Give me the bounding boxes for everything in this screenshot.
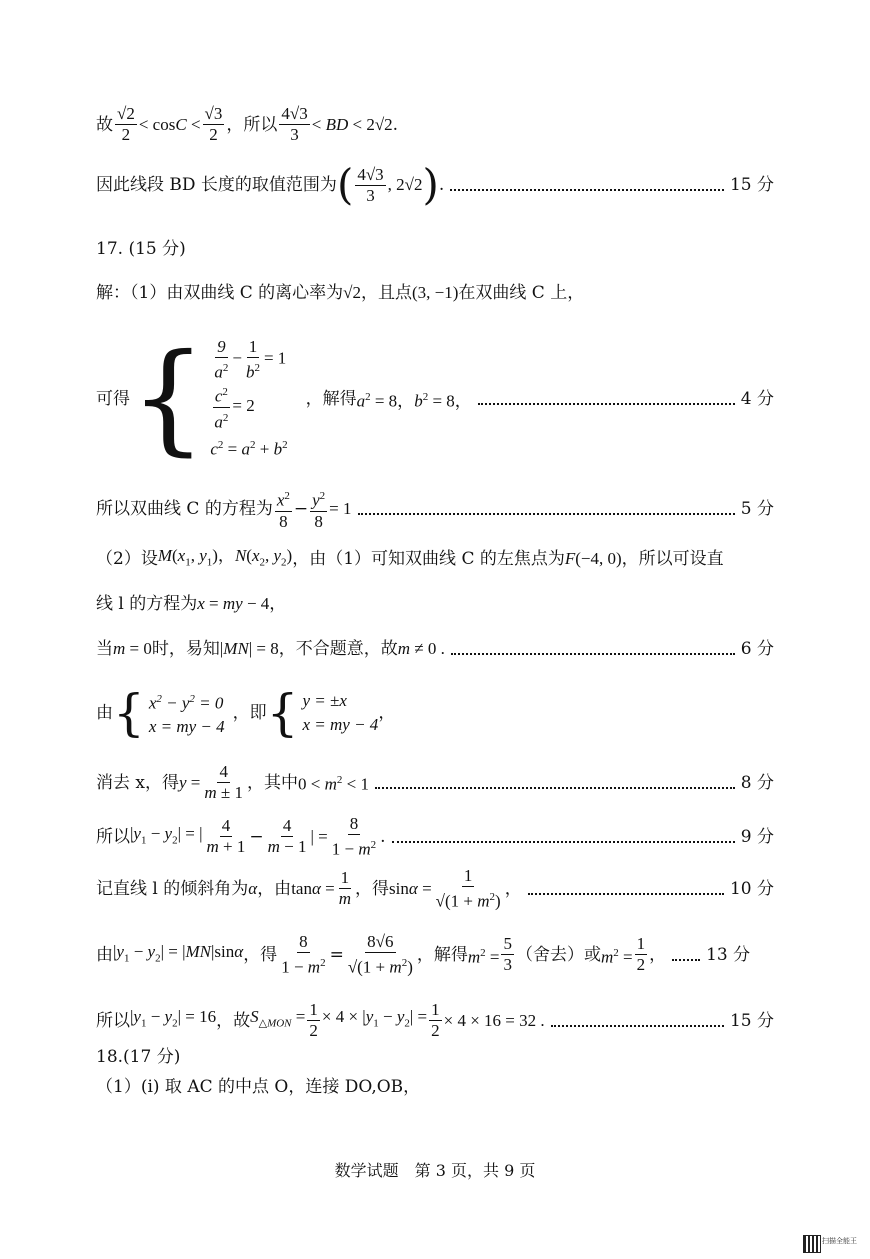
page-footer: 数学试题 第 3 页，共 9 页 xyxy=(334,1161,536,1180)
text-gu: 故 xyxy=(96,114,113,135)
line-bd-range: 因此线段 BD 长度的取值范围为 ( $\frac{4√3}{3}$ , 2√2 ) . 15 分 xyxy=(96,160,774,209)
dot-leader xyxy=(450,179,724,191)
frac-sqrt2-2: $\frac{√2}{2}$ xyxy=(117,104,135,144)
frac-4sqrt3-3: $\frac{4√3}{3}$ xyxy=(281,104,308,144)
line-solve-m: 由 $|y_1 - y_2| = |MN|\sin\alpha$ ，得 $\frac{8}{1 - m^2}$ = $\frac{8√6}{√(1 + m^2)}$ ，解得 $m^2$ = $\frac{5}{3}$ （舍去）或 $m^2$ = $\frac{1}{2}$ ， 13 分 xyxy=(96,932,751,977)
line-midpoint: （1）(ⅰ) 取 AC 的中点 O，连接 DO,OB， xyxy=(96,1077,421,1097)
question-17-heading: 17. (15 分) xyxy=(96,239,186,259)
question-18-heading: 18.(17 分) xyxy=(96,1047,181,1067)
frac-sqrt3-2: $\frac{√3}{2}$ xyxy=(204,104,223,144)
qr-code-icon xyxy=(803,1235,821,1253)
line-eccentricity: 解：（1）由双曲线 C 的离心率为 √2 ，且点 (3, −1) 在双曲线 C 上， xyxy=(96,283,585,303)
line-m-zero: 当 m = 0 时，易知 |MN| = 8 ，不合题意，故 m ≠ 0 . 6 分 xyxy=(96,639,774,659)
line-area: 所以 $|y_1 - y_2| = 16$ ，故 $S_{\triangle MON}$ = $\frac{1}{2}$ × $4 \times |y_1 - y_2|$ = $\frac{1}{2}$ × 4 × 16 = 32 . 15 分 xyxy=(96,1000,774,1040)
text-bd-range: 因此线段 BD 长度的取值范围为 xyxy=(96,175,337,195)
watermark-text: 扫描全能王 xyxy=(822,1237,857,1245)
line-eliminate-x: 消去 x，得 y = $\frac{4}{m \pm 1}$ ，其中 $0 < m^2 < 1$ 8 分 xyxy=(96,762,774,802)
line-y-diff: 所以 $|y_1 - y_2|$ = | $\frac{4}{m + 1}$ − $\frac{4}{m - 1}$ | = $\frac{8}{1 - m^2}$ . 9 分 xyxy=(96,814,774,859)
line-line-eq: 线 l 的方程为 x = my − 4， xyxy=(96,594,287,614)
line-system: 可得 { $\frac{9}{a^2}$ − $\frac{1}{b^2}$ = 1 $\frac{c^2}{a^2}$ = 2 $c^2 = a^2 + b^2$ ，解得 $a^2 = 8$，$b^2 = 8$， 4 分 xyxy=(96,329,774,468)
score: 15 分 xyxy=(729,175,774,195)
line-part2: （2）设 $M(x_1$, $y_1$)，$N(x_2$, $y_2$) ，由（1）可知双曲线 C 的左焦点为 F(−4, 0) ，所以可设直 xyxy=(96,546,724,570)
line-equation: 所以双曲线 C 的方程为 $\frac{x^2}{8}$ − $\frac{y^2}{8}$ = 1 5 分 xyxy=(96,486,774,532)
line-asymptote-system: 由 { $x^2 - y^2 = 0$ x = my − 4 ，即 { y = ±x x = my − 4 ， xyxy=(96,684,396,742)
text-suoyi: 所以 xyxy=(243,114,278,135)
line-cos-range: 故 $\frac{√2}{2}$ < cosC < $\frac{√3}{2}$ ， 所以 $\frac{4√3}{3}$ < BD < 2√2 . xyxy=(96,104,399,144)
line-inclination: 记直线 l 的倾斜角为 α ，由 tanα = $\frac{1}{m}$ ，得 sinα = $\frac{1}{√(1 + m^2)}$ ， 10 分 xyxy=(96,866,774,911)
